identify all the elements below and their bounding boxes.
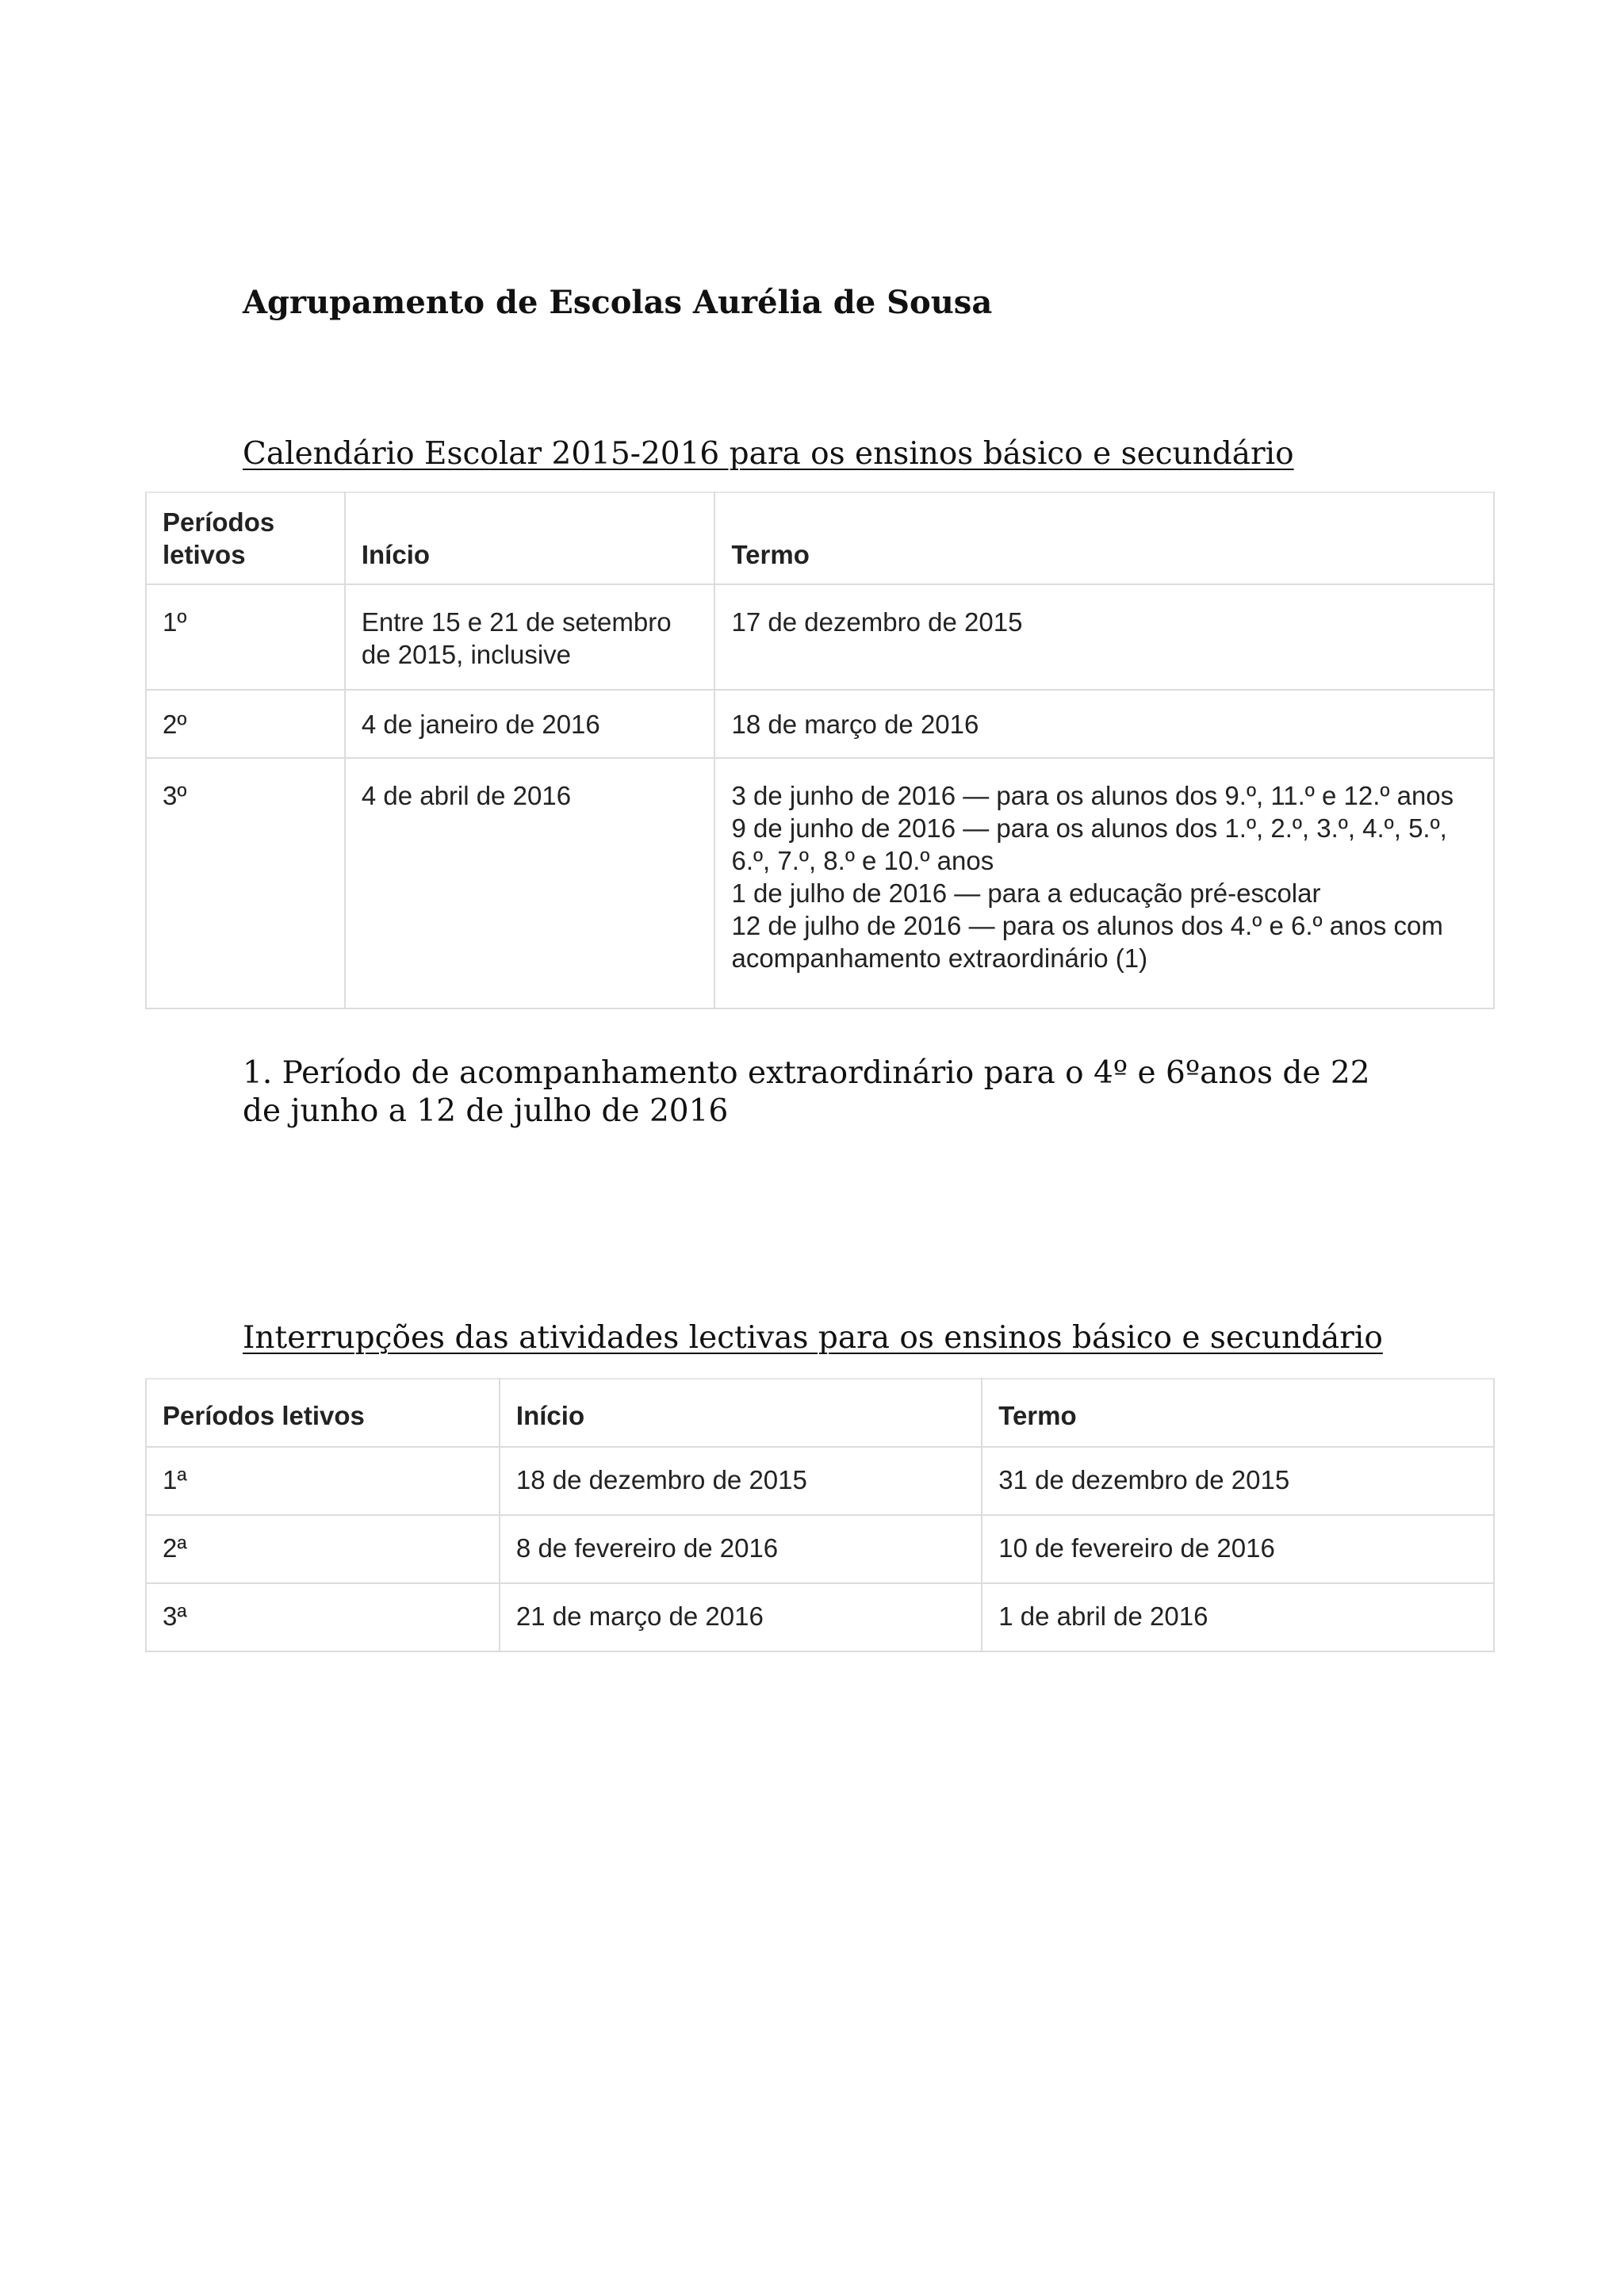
end-cell: 10 de fevereiro de 2016 — [982, 1515, 1494, 1583]
end-line: 17 de dezembro de 2015 — [731, 607, 1023, 637]
start-cell: 21 de março de 2016 — [500, 1583, 982, 1651]
document-title: Agrupamento de Escolas Aurélia de Sousa — [243, 284, 993, 321]
end-cell: 1 de abril de 2016 — [982, 1583, 1494, 1651]
table-row — [146, 1447, 1494, 1515]
period-cell: 1º — [146, 584, 345, 690]
start-cell: 8 de fevereiro de 2016 — [500, 1515, 982, 1583]
header-start: Início — [500, 1379, 982, 1447]
end-line: 1 de julho de 2016 — para a educação pré-escolar — [731, 878, 1321, 908]
footnote: 1. Período de acompanhamento extraordinário para o 4º e 6ºanos de 22 de junho a 12 de julho de 2016 — [243, 1055, 1370, 1129]
end-cell: 31 de dezembro de 2015 — [982, 1447, 1494, 1515]
interruptions-section-title: Interrupções das atividades lectivas para os ensinos básico e secundário — [243, 1320, 1383, 1356]
start-cell: Entre 15 e 21 de setembro de 2015, inclusive — [345, 584, 715, 690]
table-row — [146, 758, 1494, 1008]
table-row — [146, 690, 1494, 758]
period-cell: 2ª — [146, 1515, 500, 1583]
header-end: Termo — [982, 1379, 1494, 1447]
header-periods: Períodos letivos — [146, 1379, 500, 1447]
end-line: 3 de junho de 2016 — para os alunos dos 9.º, 11.º e 12.º anos — [731, 781, 1454, 810]
end-cell — [714, 758, 1494, 1008]
period-cell: 3ª — [146, 1583, 500, 1651]
end-line: 12 de julho de 2016 — para os alunos dos 4.º e 6.º anos com acompanhamento extraordinário (1) — [731, 911, 1443, 973]
end-line: 18 de março de 2016 — [731, 710, 979, 739]
table-row — [146, 1583, 1494, 1651]
calendar-table — [145, 492, 1495, 1009]
header-start: Início — [345, 492, 715, 584]
end-cell — [714, 690, 1494, 758]
period-cell: 1ª — [146, 1447, 500, 1515]
start-cell: 18 de dezembro de 2015 — [500, 1447, 982, 1515]
header-end: Termo — [714, 492, 1494, 584]
interruptions-table — [145, 1378, 1495, 1652]
start-cell: 4 de janeiro de 2016 — [345, 690, 715, 758]
calendar-section-title: Calendário Escolar 2015-2016 para os ensinos básico e secundário — [243, 436, 1294, 472]
header-periods: Períodos letivos — [146, 492, 345, 584]
end-line: 9 de junho de 2016 — para os alunos dos 1.º, 2.º, 3.º, 4.º, 5.º, 6.º, 7.º, 8.º e 10.º anos — [731, 813, 1447, 875]
table-header-row — [146, 492, 1494, 584]
start-cell: 4 de abril de 2016 — [345, 758, 715, 1008]
table-header-row — [146, 1379, 1494, 1447]
table-row — [146, 584, 1494, 690]
period-cell: 2º — [146, 690, 345, 758]
end-cell — [714, 584, 1494, 690]
table-row — [146, 1515, 1494, 1583]
period-cell: 3º — [146, 758, 345, 1008]
